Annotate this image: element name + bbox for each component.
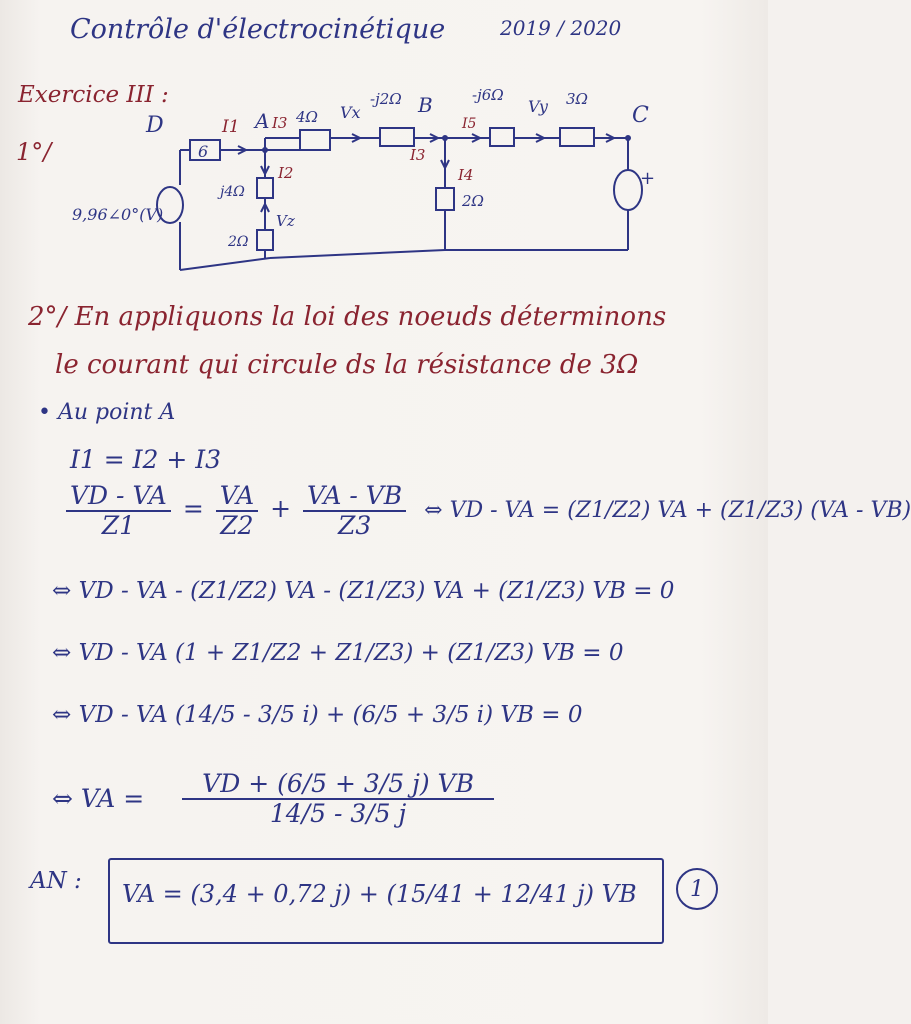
resistor-2-mid-label: 2Ω: [462, 192, 484, 210]
page-title: Contrôle d'électrocinétique: [70, 14, 446, 45]
equation-4: ⇔ VD - VA (1 + Z1/Z2 + Z1/Z3) + (Z1/Z3) VB = 0: [52, 640, 624, 666]
node-d-label: D: [146, 113, 164, 138]
question-1-label: 1°/: [16, 138, 52, 166]
z1-label: 6: [198, 142, 209, 161]
school-year: 2019 / 2020: [500, 16, 622, 40]
source-left-label: 9,96∠0°(V): [72, 205, 164, 224]
equation-number-badge: 1: [676, 868, 718, 910]
question-2-line-1: 2°/ En appliquons la loi des noeuds déterminons: [28, 302, 667, 332]
capacitor-j6-label: -j6Ω: [472, 86, 504, 104]
eq2-lhs-fraction: $\frac{VD - VA}{Z1}$: [66, 482, 171, 539]
node-a-label: A: [255, 109, 270, 133]
voltage-vy-label: Vy: [528, 97, 548, 116]
eq2-rhs: ⇔ VD - VA = (Z1/Z2) VA + (Z1/Z3) (VA - VB): [424, 498, 911, 523]
eq2-term2-fraction: $\frac{VA - VB}{Z3}$: [303, 482, 406, 539]
capacitor-j2-label: -j2Ω: [370, 90, 402, 108]
resistor-4-label: 4Ω: [296, 108, 318, 126]
current-i3b-label: I3: [410, 146, 426, 164]
current-i1-label: I1: [222, 117, 240, 137]
voltage-vx-label: Vx: [340, 103, 361, 122]
exercise-label: Exercice III :: [18, 82, 169, 108]
eq6-fraction: $\frac{VD + (6/5 + 3/5 j) VB}{14/5 - 3/5 j}$: [182, 770, 494, 827]
circuit-diagram: [0, 0, 768, 300]
node-a-heading: • Au point A: [38, 400, 176, 425]
inductor-j4-label: j4Ω: [220, 184, 245, 200]
current-i3-label: I3: [272, 114, 288, 132]
current-i4-label: I4: [458, 166, 474, 184]
equation-3: ⇔ VD - VA - (Z1/Z2) VA - (Z1/Z3) VA + (Z1/Z3) VB = 0: [52, 578, 675, 604]
final-result: VA = (3,4 + 0,72 j) + (15/41 + 12/41 j) VB: [122, 880, 637, 908]
current-i5-label: I5: [462, 116, 477, 132]
resistor-2-left-label: 2Ω: [228, 234, 249, 250]
eq2-term1-fraction: $\frac{VA}{Z2}$: [216, 482, 258, 539]
resistor-3-label: 3Ω: [566, 90, 588, 108]
current-i2-label: I2: [278, 164, 294, 182]
plus-sign: +: [640, 168, 656, 189]
voltage-vz-label: Vz: [276, 212, 295, 230]
node-c-label: C: [632, 103, 649, 128]
node-b-label: B: [418, 93, 433, 117]
equation-6: ⇔ VA = $\frac{VD + (6/5 + 3/5 j) VB}{14/5 - 3/5 j}$: [52, 770, 498, 827]
question-2-line-2: le courant qui circule ds la résistance de 3Ω: [55, 350, 639, 380]
equation-5: ⇔ VD - VA (14/5 - 3/5 i) + (6/5 + 3/5 i) VB = 0: [52, 702, 583, 728]
an-label: AN :: [30, 868, 82, 894]
equation-2: $\frac{VD - VA}{Z1}$ = $\frac{VA}{Z2}$ + $\frac{VA - VB}{Z3}$ ⇔ VD - VA = (Z1/Z2) VA + (Z1/Z3) (VA - VB): [62, 482, 911, 539]
equation-kcl: I1 = I2 + I3: [70, 445, 222, 474]
